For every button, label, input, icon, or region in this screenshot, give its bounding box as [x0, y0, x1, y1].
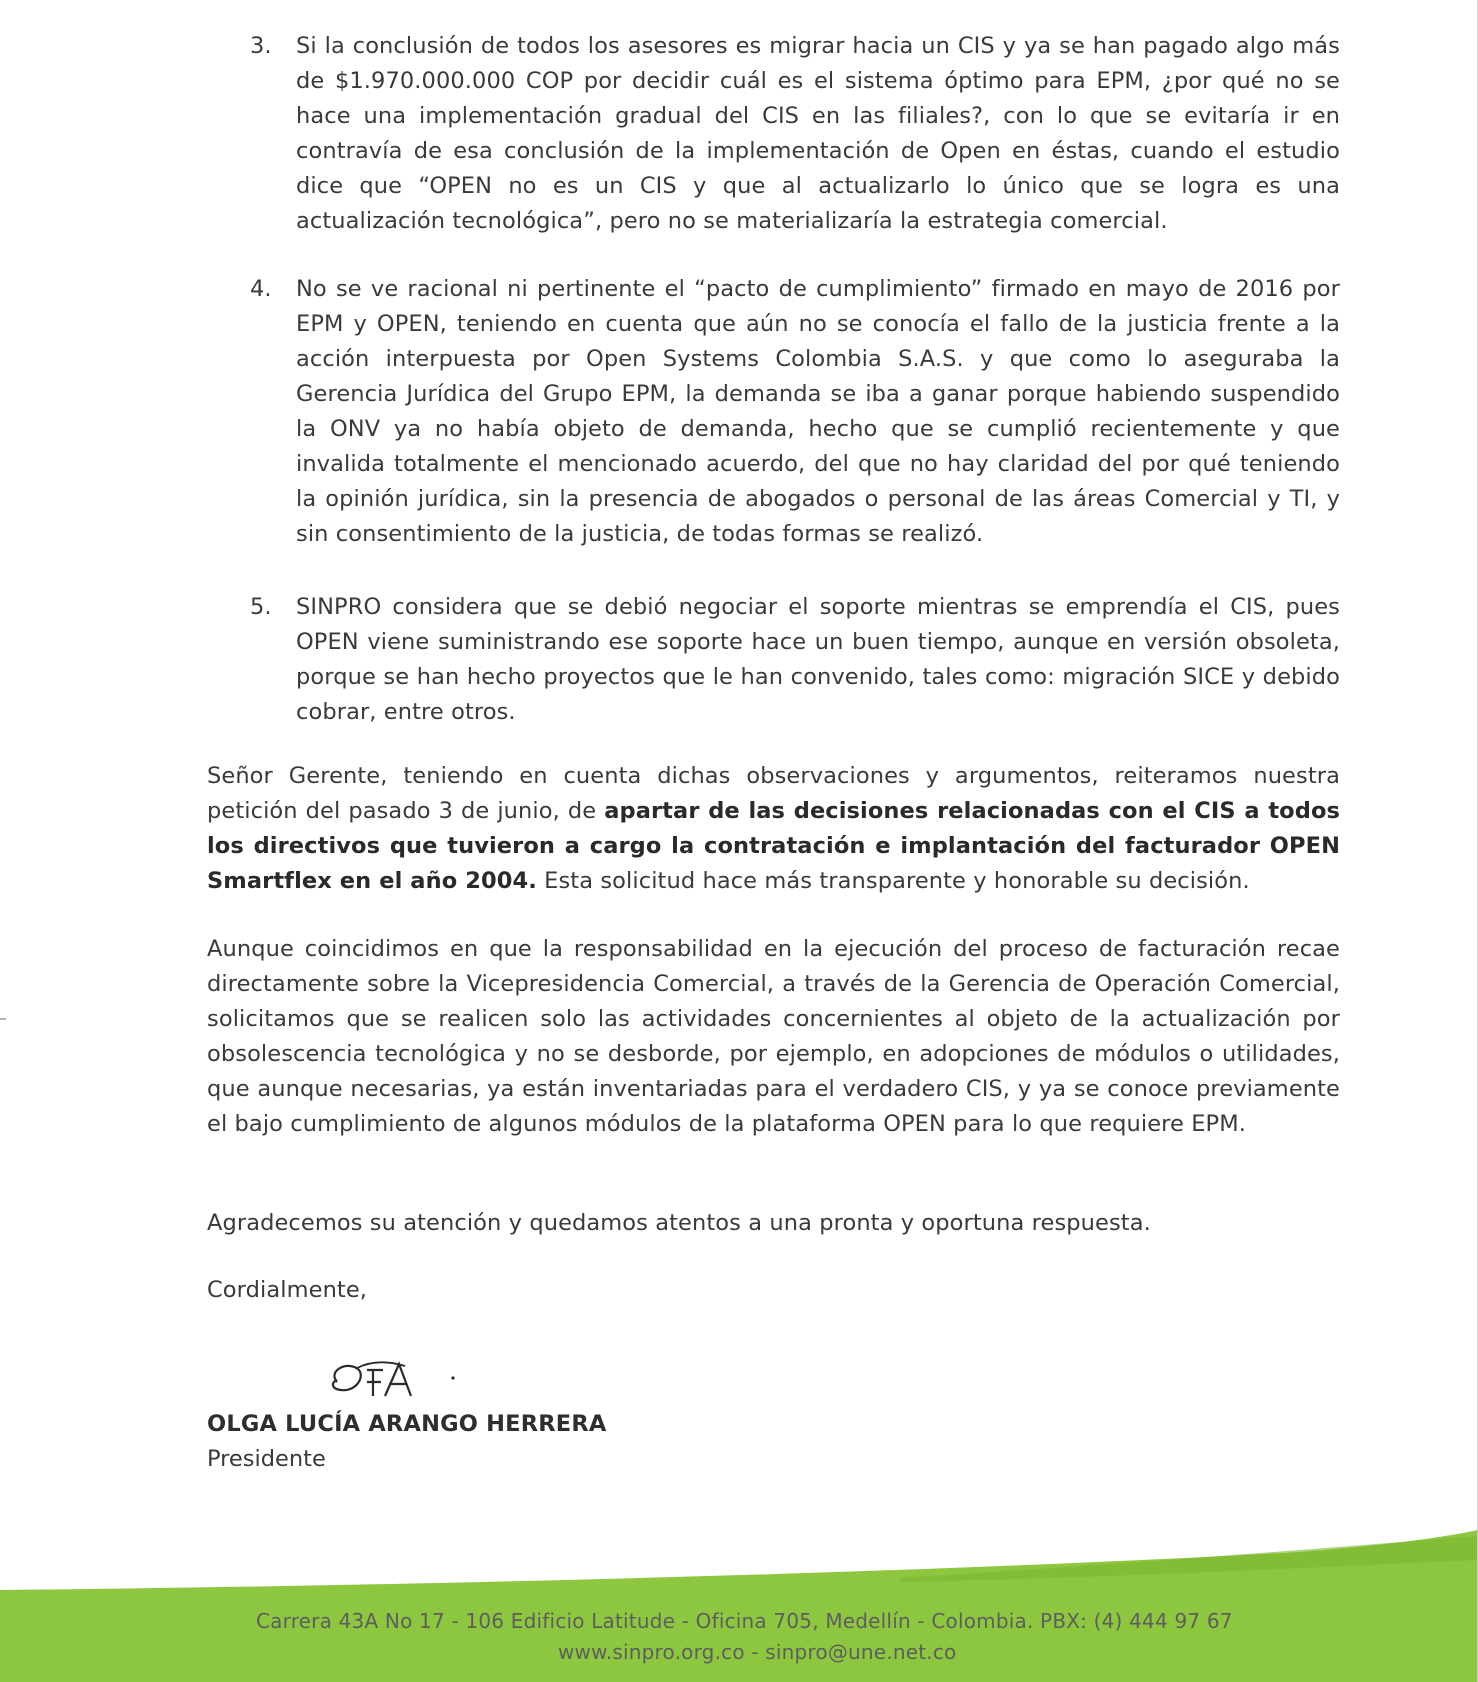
- handwritten-signature: [325, 1356, 465, 1408]
- margin-mark: [0, 1018, 6, 1020]
- numbered-item-4: [250, 272, 1340, 552]
- request-outro: Esta solicitud hace más transparente y honorable su decisión.: [536, 868, 1250, 894]
- item-number: 3.: [250, 33, 272, 59]
- item-number: 4.: [250, 276, 272, 302]
- item-text: Si la conclusión de todos los asesores es migrar hacia un CIS y ya se han pagado algo más de $1.970.000.000 COP por decidir cuál es el sistema óptimo para EPM, ¿por qué no se hace una implementación gradual del CIS en las filiales?, con lo que se evitaría ir en contravía de esa conclusión de la implementación de Open en éstas, cuando el estudio dice que “OPEN no es un CIS y que al actualizarlo lo único que se logra es una actualización tecnológica”, pero no se materializaría la estrategia comercial.: [296, 33, 1340, 234]
- signer-role: Presidente: [207, 1446, 326, 1472]
- item-number: 5.: [250, 594, 272, 620]
- footer-web-email: www.sinpro.org.co - sinpro@une.net.co: [558, 1640, 957, 1664]
- numbered-item-5: [250, 590, 1340, 730]
- item-text: SINPRO considera que se debió negociar el soporte mientras se emprendía el CIS, pues OPEN viene suministrando ese soporte hace un buen tiempo, aunque en versión obsoleta, porque se han hecho proyectos que le han convenido, tales como: migración SICE y debido cobrar, entre otros.: [296, 594, 1340, 725]
- paragraph-thanks: Agradecemos su atención y quedamos atentos a una pronta y oportuna respuesta.: [207, 1210, 1151, 1236]
- item-text: No se ve racional ni pertinente el “pacto de cumplimiento” firmado en mayo de 2016 por EPM y OPEN, teniendo en cuenta que aún no se conocía el fallo de la justicia frente a la acción interpuesta por Open Systems Colombia S.A.S. y que como lo aseguraba la Gerencia Jurídica del Grupo EPM, la demanda se iba a ganar porque habiendo suspendido la ONV ya no había objeto de demanda, hecho que se cumplió recientemente y que invalida totalmente el mencionado acuerdo, del que no hay claridad del por qué teniendo la opinión jurídica, sin la presencia de abogados o personal de las áreas Comercial y TI, y sin consentimiento de la justicia, de todas formas se realizó.: [296, 276, 1340, 547]
- request-intro: Señor Gerente, teniendo en cuenta dichas observaciones y argumentos, reiteramos nuestra petición del pasado 3 de junio, de: [207, 763, 1340, 824]
- paragraph-responsibility: Aunque coincidimos en que la responsabilidad en la ejecución del proceso de facturación recae directamente sobre la Vicepresidencia Comercial, a través de la Gerencia de Operación Comercial, solicitamos que se realicen solo las actividades concernientes al objeto de la actualización por obsolescencia tecnológica y no se desborde, por ejemplo, en adopciones de módulos o utilidades, que aunque necesarias, ya están inventariadas para el verdadero CIS, y ya se conoce previamente el bajo cumplimiento de algunos módulos de la plataforma OPEN para lo que requiere EPM.: [207, 936, 1340, 1137]
- signer-name: OLGA LUCÍA ARANGO HERRERA: [207, 1411, 607, 1437]
- paragraph-request: [207, 759, 1340, 899]
- numbered-item-3: [250, 29, 1340, 239]
- request-bold-text: apartar de las decisiones relacionadas con el CIS a todos los directivos que tuvieron a cargo la contratación e implantación del facturador OPEN Smartflex en el año 2004.: [207, 798, 1340, 894]
- closing-salutation: Cordialmente,: [207, 1277, 368, 1303]
- footer-address: Carrera 43A No 17 - 106 Edificio Latitude - Oficina 705, Medellín - Colombia. PBX: (4) 444 97 67: [256, 1609, 1233, 1633]
